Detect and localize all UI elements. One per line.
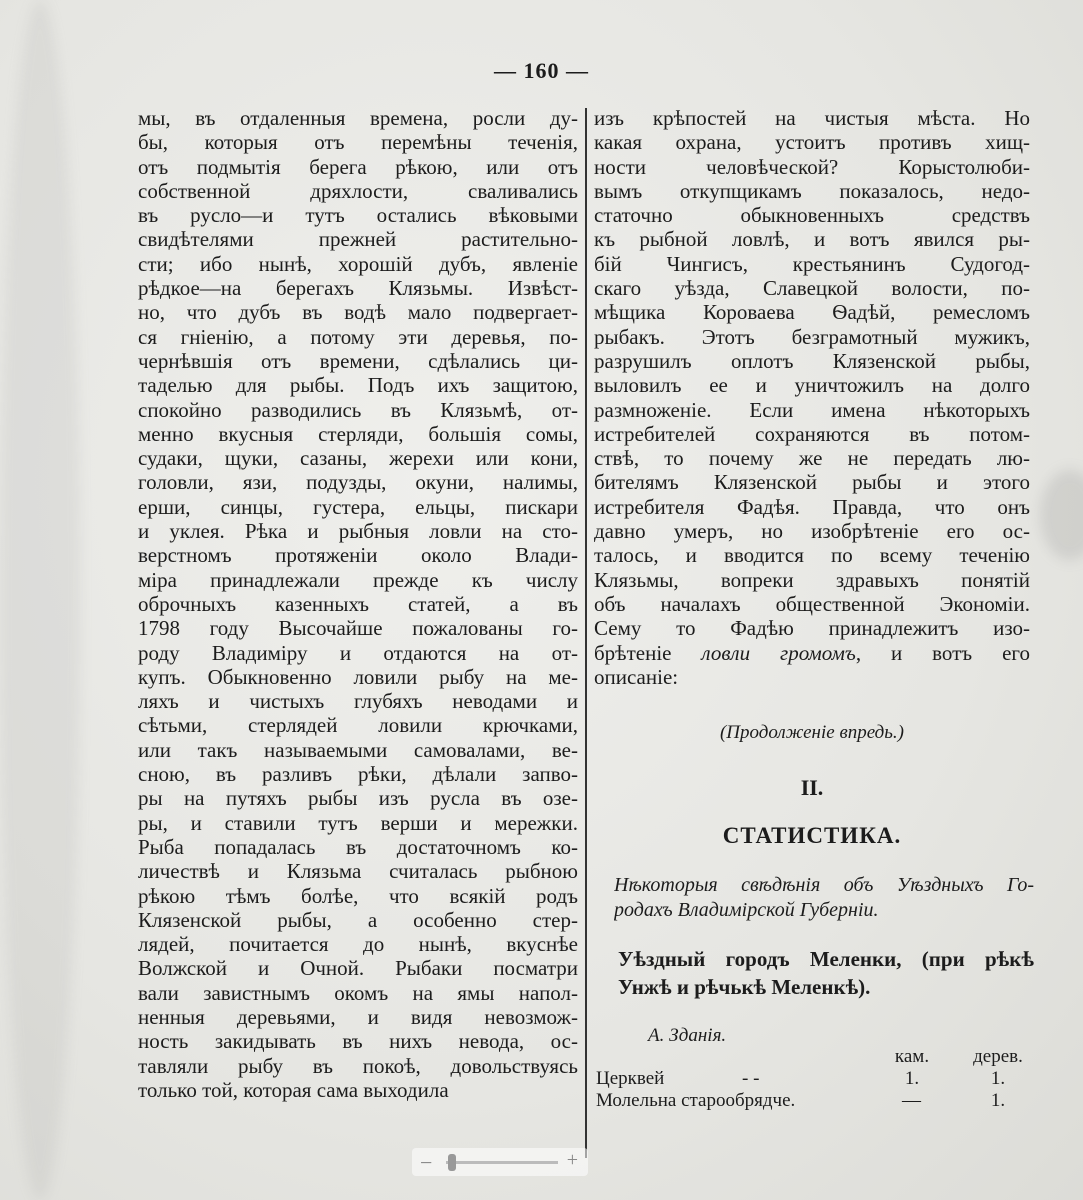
text-line: ность закидывать въ нихъ невода, ос- bbox=[138, 1029, 578, 1054]
column-divider bbox=[585, 108, 587, 1158]
text-line: но, что дубъ въ водѣ мало подвергает- bbox=[138, 300, 578, 325]
text-line: истребителя Фадѣя. Правда, что онъ bbox=[594, 494, 1030, 519]
table-row bbox=[596, 1068, 1036, 1090]
text-line: собственной дряхлости, сваливались bbox=[138, 178, 578, 203]
text-line: сти; ибо нынѣ, хорошій дубъ, явленіе bbox=[138, 251, 578, 276]
subtitle-line: Нѣкоторыя свѣдѣнія объ Уѣздныхъ Го- bbox=[614, 874, 1034, 896]
table-row bbox=[596, 1090, 1036, 1112]
text-line: тавляли рыбу въ покоѣ, довольствуясь bbox=[138, 1053, 578, 1078]
buildings-heading: А. Зданія. bbox=[648, 1025, 727, 1046]
row-dashes: — bbox=[902, 1090, 921, 1111]
text-line: лядей, почитается до нынѣ, вкуснѣе bbox=[138, 932, 578, 957]
text-line: Рыба попадалась въ достаточномъ ко- bbox=[138, 834, 578, 859]
table-header-row bbox=[596, 1046, 1036, 1068]
page-shadow bbox=[0, 0, 80, 1200]
row-label: Церквей bbox=[596, 1068, 665, 1089]
row-label: Молельна старообрядче. bbox=[596, 1090, 796, 1111]
text-line: Волжской и Очной. Рыбаки посматри bbox=[138, 956, 578, 981]
text-line: чернѣвшія отъ времени, сдѣлались ци- bbox=[138, 348, 578, 373]
section-subtitle bbox=[614, 873, 1034, 923]
zoom-slider[interactable] bbox=[412, 1148, 588, 1176]
column-header-stone: кам. bbox=[894, 1046, 930, 1067]
text-line: судаки, щуки, сазаны, жерехи или кони, bbox=[138, 446, 578, 471]
text-line: отъ подмытія берега рѣкою, или отъ bbox=[138, 154, 578, 179]
page-number: — 160 — bbox=[494, 58, 589, 83]
zoom-out-button[interactable]: − bbox=[420, 1150, 433, 1175]
text-line: ры на путяхъ рыбы изъ русла въ озе- bbox=[138, 786, 578, 811]
text-line: таделью для рыбы. Подъ ихъ защитою, bbox=[138, 373, 578, 398]
text-line: размноженіе. Если имена нѣкоторыхъ bbox=[594, 397, 1030, 422]
text-line: давно умеръ, но изобрѣтеніе его ос- bbox=[594, 519, 1030, 544]
text-line: рыбакъ. Этотъ безграмотный мужикъ, bbox=[594, 324, 1030, 349]
wood-count: 1. bbox=[990, 1068, 1006, 1089]
continued-note: (Продолженіе впредь.) bbox=[719, 722, 904, 743]
text-line: ерши, синцы, густера, ельцы, пискари bbox=[138, 494, 578, 519]
text-line: головли, язи, подузды, окуни, налимы, bbox=[138, 470, 578, 495]
text-line: или такъ называемыми самовалами, ве- bbox=[138, 737, 578, 762]
zoom-track[interactable] bbox=[446, 1161, 558, 1164]
text-line: истребителей сохраняются въ потом- bbox=[594, 421, 1030, 446]
text-line: свидѣтелями прежней растительно- bbox=[138, 227, 578, 252]
zoom-thumb[interactable] bbox=[448, 1154, 456, 1171]
section-number: II. bbox=[800, 775, 824, 800]
text-line: въ русло—и тутъ остались вѣковыми bbox=[138, 203, 578, 228]
text-line: изъ крѣпостей на чистыя мѣста. Но bbox=[594, 106, 1030, 130]
text-line: вымъ откупщикамъ показалось, недо- bbox=[594, 178, 1030, 203]
text-line: скаго уѣзда, Славецкой волости, по- bbox=[594, 276, 1030, 301]
text-line: какая охрана, устоитъ противъ хищ- bbox=[594, 130, 1030, 155]
text-line: къ рыбной ловлѣ, и вотъ явился ры- bbox=[594, 227, 1030, 252]
stone-count: 1. bbox=[904, 1068, 920, 1089]
column-header-wood: дерев. bbox=[973, 1046, 1023, 1067]
text-line: мѣщика Короваева Ѳадѣй, ремесломъ bbox=[594, 300, 1030, 325]
text-line: сѣтьми, стерлядей ловили крючками, bbox=[138, 713, 578, 738]
text-line: ляхъ и чистыхъ глубяхъ неводами и bbox=[138, 689, 578, 714]
text-line: ствѣ, то почему же не передать лю- bbox=[594, 446, 1030, 471]
wood-count: 1. bbox=[990, 1090, 1006, 1111]
text-line: статочно обыкновенныхъ средствъ bbox=[594, 203, 1030, 228]
text-line: бы, которыя отъ перемѣны теченія, bbox=[138, 130, 578, 155]
text-line: объ началахъ общественной Экономіи. bbox=[594, 591, 1030, 616]
text-line: разрушилъ оплотъ Клязенской рыбы, bbox=[594, 348, 1030, 373]
text-line: и уклея. Рѣка и рыбныя ловли на сто- bbox=[138, 519, 578, 544]
subtitle-line: родахъ Владимірской Губерніи. bbox=[614, 899, 879, 921]
text-line: оброчныхъ казенныхъ статей, а въ bbox=[138, 591, 578, 616]
text-line: мы, въ отдаленныя времена, росли ду- bbox=[138, 106, 578, 130]
text-line: 1798 году Высочайше пожалованы го- bbox=[138, 616, 578, 641]
town-line: Уѣздный городъ Меленки, (при рѣкѣ bbox=[618, 947, 1034, 971]
text-line: личествѣ и Клязьма считалась рыбною bbox=[138, 859, 578, 884]
text-line: описаніе: bbox=[594, 664, 679, 689]
text-line: только той, которая сама выходила bbox=[138, 1077, 449, 1102]
text-line: ся гніенію, а потому эти деревья, по- bbox=[138, 324, 578, 349]
text-line: менно вкусныя стерляди, большія сомы, bbox=[138, 421, 578, 446]
right-column bbox=[594, 106, 1030, 689]
text-run: , и вотъ его bbox=[855, 640, 1030, 665]
text-line: бій Чингисъ, крестьянинъ Судогод- bbox=[594, 251, 1030, 276]
text-line: ры, и ставили тутъ верши и мережки. bbox=[138, 810, 578, 835]
text-run: брѣтеніе bbox=[594, 640, 702, 665]
buildings-table bbox=[596, 1046, 1036, 1112]
text-line: выловилъ ее и уничтожилъ на долго bbox=[594, 373, 1030, 398]
page-stain bbox=[1040, 470, 1083, 560]
text-line: спокойно разводились въ Клязьмѣ, от- bbox=[138, 397, 578, 422]
text-line: Сему то Фадѣю принадлежитъ изо- bbox=[594, 616, 1030, 641]
text-line: бителямъ Клязенской рыбы и этого bbox=[594, 470, 1030, 495]
section-title: СТАТИСТИКА. bbox=[722, 823, 902, 848]
text-line bbox=[594, 641, 1030, 665]
text-line: міра принадлежали прежде къ числу bbox=[138, 567, 578, 592]
text-line: вали завистнымъ окомъ на ямы напол- bbox=[138, 980, 578, 1005]
left-column bbox=[138, 106, 578, 1102]
text-line: рѣкою тѣмъ болѣе, что всякій родъ bbox=[138, 883, 578, 908]
text-line: талось, и вводится по всему теченію bbox=[594, 543, 1030, 568]
text-line: купъ. Обыкновенно ловили рыбу на ме- bbox=[138, 664, 578, 689]
town-heading bbox=[618, 945, 1034, 1001]
text-line: роду Владиміру и отдаются на от- bbox=[138, 640, 578, 665]
text-line: сною, въ разливъ рѣки, дѣлали запво- bbox=[138, 762, 578, 787]
text-line: верстномъ протяженіи около Влади- bbox=[138, 543, 578, 568]
town-line: Унжѣ и рѣчькѣ Меленкѣ). bbox=[618, 975, 871, 999]
text-line: Клязенской рыбы, а особенно стер- bbox=[138, 907, 578, 932]
italic-term: ловли громомъ bbox=[701, 640, 856, 665]
text-line: ненныя деревьями, и видя невозмож- bbox=[138, 1004, 578, 1029]
text-line: ности человѣческой? Корыстолюби- bbox=[594, 154, 1030, 179]
row-dashes: - - bbox=[742, 1068, 760, 1089]
text-line: Клязьмы, вопреки здравыхъ понятій bbox=[594, 567, 1030, 592]
zoom-in-button[interactable]: + bbox=[566, 1149, 578, 1171]
text-line: рѣдкое—на берегахъ Клязьмы. Извѣст- bbox=[138, 276, 578, 301]
